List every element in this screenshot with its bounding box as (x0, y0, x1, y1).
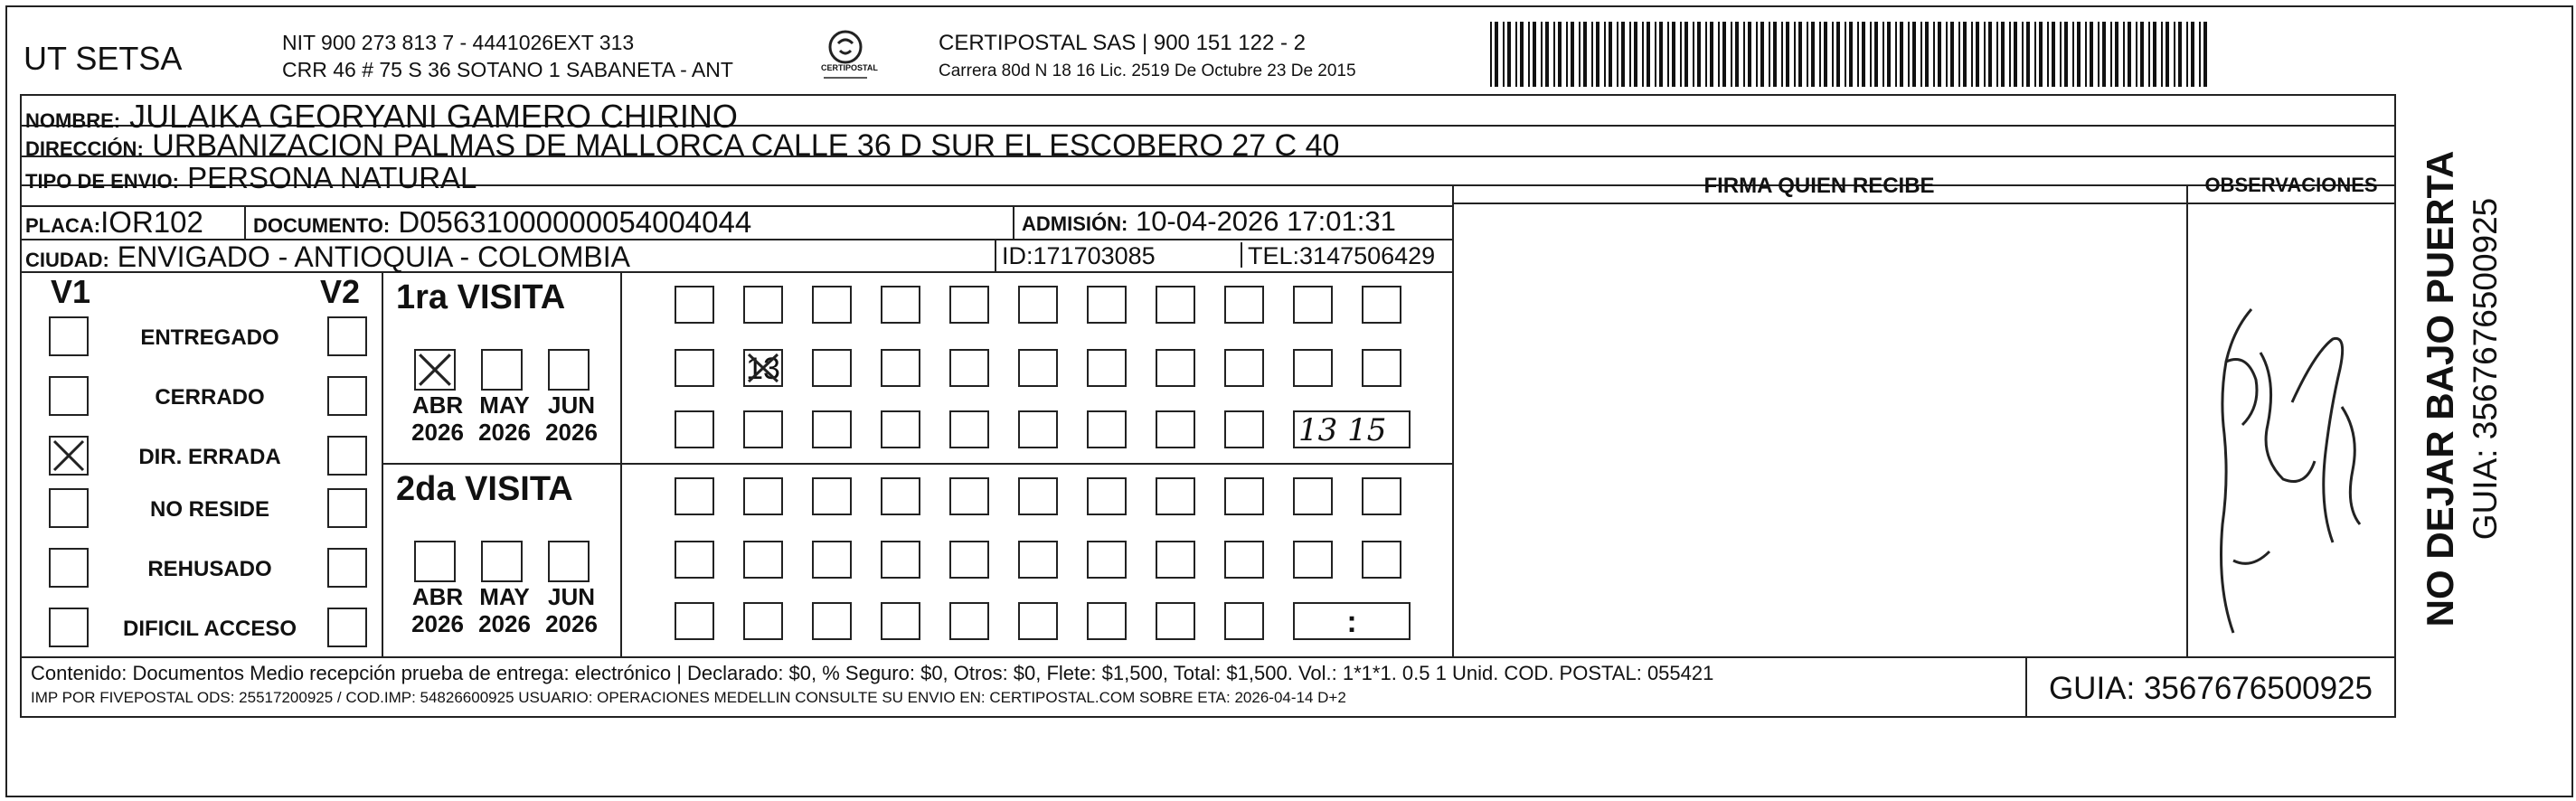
side-guia: GUIA: 3567676500925 (2467, 197, 2504, 541)
day-cell-27[interactable] (949, 410, 989, 448)
barcode-bar (1731, 22, 1732, 87)
ciudad-value: ENVIGADO - ANTIOQUIA - COLOMBIA (117, 240, 630, 273)
status-label: CERRADO (155, 385, 265, 410)
certipostal-line: CERTIPOSTAL SAS | 900 151 122 - 2 (939, 31, 1306, 55)
barcode-bar (1882, 22, 1884, 87)
day-cell-28[interactable] (1018, 602, 1058, 640)
barcode-bar (1900, 22, 1903, 87)
barcode-bar (1710, 22, 1713, 87)
v1-checkbox[interactable] (49, 488, 89, 528)
day-cell-20[interactable] (1224, 349, 1264, 387)
no-dejar-text: NO DEJAR BAJO PUERTA (2419, 150, 2461, 627)
address-line: CRR 46 # 75 S 36 SOTANO 1 SABANETA - ANT (282, 58, 733, 81)
barcode-bar (1604, 22, 1606, 87)
day-cell-20[interactable] (1224, 541, 1264, 579)
barcode-bar (2064, 22, 2068, 87)
day-label: 13 (746, 352, 780, 386)
day-cell-6[interactable] (1018, 477, 1058, 515)
barcode-bar (1503, 22, 1505, 87)
barcode-bar (1887, 22, 1891, 87)
tipo-value: PERSONA NATURAL (187, 161, 477, 194)
v1-checkbox[interactable] (49, 376, 89, 416)
barcode-bar (1672, 22, 1675, 87)
barcode-bar (1571, 22, 1574, 87)
barcode-bar (1490, 22, 1492, 87)
barcode-bar (1769, 22, 1770, 87)
day-cell-28[interactable] (1018, 410, 1058, 448)
barcode-bar (1925, 22, 1929, 87)
day-cell-12[interactable] (675, 541, 714, 579)
visit2-time-field[interactable]: : (1293, 602, 1411, 640)
contenido-text: Contenido: Documentos Medio recepción prueba de entrega: electrónico | Declarado: $0, % Seguro: $0, Otros: $0, Flete: $1,500, Total: $1,500. Vol.: 1*1*1. 0.5 1 Unid. COD. POSTAL: 055421 (31, 662, 1714, 684)
admision-row (1022, 205, 1396, 238)
day-cell-26[interactable] (881, 410, 920, 448)
barcode-bar (1558, 22, 1562, 87)
tipo-row (25, 161, 477, 195)
barcode-bar (2022, 22, 2024, 87)
month-checkbox-jun[interactable] (548, 349, 590, 391)
nit-line: NIT 900 273 813 7 - 4441026EXT 313 (282, 31, 635, 54)
barcode-bar (1545, 22, 1549, 87)
day-cell-24[interactable] (743, 410, 783, 448)
status-label: NO RESIDE (149, 497, 270, 522)
month-checkbox-abr[interactable] (414, 349, 456, 391)
company-name: UT SETSA (24, 40, 183, 77)
nombre-label: NOMBRE: (25, 109, 121, 132)
barcode-bar (1680, 22, 1682, 87)
day-cell-9[interactable] (1224, 477, 1264, 515)
barcode-bar (2039, 22, 2043, 87)
barcode-bar (1520, 22, 1524, 87)
barcode-bar (1870, 22, 1872, 87)
v1-checkbox[interactable] (49, 316, 89, 356)
barcode-bar (1642, 22, 1644, 87)
barcode-bar (1647, 22, 1650, 87)
logo-text: CERTIPOSTAL (821, 63, 878, 72)
barcode-bar (1629, 22, 1631, 87)
month-label: JUN (547, 583, 595, 610)
day-cell-3[interactable] (812, 286, 852, 324)
barcode-bar (1786, 22, 1789, 87)
barcode-bar (2148, 22, 2150, 87)
day-cell-12[interactable] (675, 349, 714, 387)
day-cell-8[interactable] (1156, 286, 1195, 324)
barcode-bar (1798, 22, 1802, 87)
barcode-bar (1996, 22, 1998, 87)
day-cell-18[interactable] (1087, 541, 1127, 579)
id-label: ID: (1002, 242, 1033, 269)
barcode-bar (1933, 22, 1935, 87)
v1-label: V1 (51, 273, 91, 310)
day-cell-17[interactable] (1018, 541, 1058, 579)
barcode-bar (2001, 22, 2005, 87)
barcode-bar (1958, 22, 1960, 87)
day-cell-31[interactable] (1224, 410, 1264, 448)
id-value: 171703085 (1033, 242, 1156, 269)
documento-value: D05631000000054004044 (398, 205, 752, 239)
barcode-bar (1541, 22, 1543, 87)
barcode-bar (1811, 22, 1815, 87)
barcode-bar (1950, 22, 1954, 87)
barcode-bar (1596, 22, 1599, 87)
day-cell-27[interactable] (949, 602, 989, 640)
barcode-bar (1756, 22, 1758, 87)
barcode-bar (1634, 22, 1637, 87)
barcode-bar (1533, 22, 1536, 87)
day-cell-13[interactable] (743, 349, 783, 387)
barcode-bar (1566, 22, 1568, 87)
tipo-label: TIPO DE ENVIO: (25, 170, 179, 193)
barcode-bar (1609, 22, 1612, 87)
day-cell-31[interactable] (1224, 602, 1264, 640)
barcode-bar (1495, 22, 1498, 87)
day-cell-24[interactable] (743, 602, 783, 640)
day-cell-4[interactable] (881, 286, 920, 324)
admision-value: 10-04-2026 17:01:31 (1135, 205, 1396, 237)
barcode-bar (2178, 22, 2182, 87)
barcode-bar (1684, 22, 1688, 87)
barcode-bar (1743, 22, 1745, 87)
barcode-bar (1579, 22, 1581, 87)
barcode-bar (1819, 22, 1821, 87)
barcode-bar (2203, 22, 2207, 87)
placa-value: IOR102 (100, 205, 203, 239)
barcode-bar (1583, 22, 1587, 87)
barcode-bar (1938, 22, 1941, 87)
barcode-bar (1507, 22, 1511, 87)
footer-guia: GUIA: 3567676500925 (2048, 671, 2373, 706)
barcode-bar (1908, 22, 1910, 87)
barcode-bar (1862, 22, 1865, 87)
day-cell-15[interactable] (881, 349, 920, 387)
barcode-bar (1976, 22, 1979, 87)
barcode-bar (2047, 22, 2049, 87)
barcode-bar (2123, 22, 2125, 87)
barcode-bar (1857, 22, 1859, 87)
status-label: ENTREGADO (140, 325, 279, 350)
barcode-bar (2110, 22, 2112, 87)
day-cell-11[interactable] (1362, 286, 1401, 324)
nombre-value: JULAIKA GEORYANI GAMERO CHIRINO (129, 98, 738, 135)
barcode-bar (2115, 22, 2118, 87)
status-label: DIR. ERRADA (138, 445, 281, 469)
barcode-bar (2014, 22, 2017, 87)
barcode-bar (2060, 22, 2062, 87)
barcode-bar (1659, 22, 1663, 87)
barcode-bar (2102, 22, 2106, 87)
barcode-bar (2090, 22, 2093, 87)
day-cell-5[interactable] (949, 286, 989, 324)
barcode-bar (1655, 22, 1656, 87)
day-cell-30[interactable] (1156, 602, 1195, 640)
day-cell-9[interactable] (1224, 286, 1264, 324)
day-cell-23[interactable] (675, 602, 714, 640)
barcode-bar (2026, 22, 2030, 87)
day-cell-2[interactable] (743, 477, 783, 515)
direccion-label: DIRECCIÓN: (25, 137, 144, 160)
placa-row (25, 205, 203, 240)
v1-checkbox[interactable] (49, 548, 89, 588)
day-cell-14[interactable] (812, 541, 852, 579)
barcode-bar (1807, 22, 1808, 87)
v2-checkbox[interactable] (327, 436, 367, 476)
month-label: ABR (411, 391, 464, 419)
status-label: REHUSADO (147, 557, 272, 581)
year-label: 2026 (411, 419, 464, 446)
v2-checkbox[interactable] (327, 548, 367, 588)
barcode-bar (1748, 22, 1751, 87)
barcode-bar (2140, 22, 2144, 87)
barcode-bar (1667, 22, 1669, 87)
month-checkbox-may[interactable] (481, 541, 523, 582)
tel-row (1248, 242, 1435, 270)
month-checkbox-may[interactable] (481, 349, 523, 391)
barcode-bar (1895, 22, 1897, 87)
barcode-bar (1845, 22, 1846, 87)
month-label: ABR (411, 583, 464, 610)
barcode-bar (1946, 22, 1948, 87)
ciudad-row (25, 240, 630, 274)
barcode-bar (1781, 22, 1783, 87)
barcode-bar (2085, 22, 2087, 87)
barcode-bar (1836, 22, 1840, 87)
placa-label: PLACA: (25, 214, 101, 237)
barcode-bar (2034, 22, 2036, 87)
day-cell-3[interactable] (812, 477, 852, 515)
day-cell-25[interactable] (812, 602, 852, 640)
ciudad-label: CIUDAD: (25, 249, 109, 271)
direccion-value: URBANIZACION PALMAS DE MALLORCA CALLE 36 D SUR EL ESCOBERO 27 C 40 (152, 128, 1340, 163)
barcode-bar (1988, 22, 1992, 87)
day-cell-8[interactable] (1156, 477, 1195, 515)
day-cell-1[interactable] (675, 477, 714, 515)
barcode-bar (1963, 22, 1967, 87)
day-cell-13[interactable] (743, 541, 783, 579)
barcode-bar (1760, 22, 1764, 87)
day-cell-23[interactable] (675, 410, 714, 448)
firma-header: FIRMA QUIEN RECIBE (1703, 174, 1935, 198)
day-cell-18[interactable] (1087, 349, 1127, 387)
barcode-bar (2153, 22, 2156, 87)
barcode-bar (2077, 22, 2081, 87)
month-checkbox-jun[interactable] (548, 541, 590, 582)
day-cell-11[interactable] (1362, 477, 1401, 515)
barcode-bar (1693, 22, 1694, 87)
year-label: 2026 (545, 610, 598, 637)
direccion-row (25, 128, 1339, 164)
month-label: MAY (479, 391, 530, 419)
v2-label: V2 (320, 273, 361, 310)
signature (2170, 298, 2387, 660)
v2-checkbox[interactable] (327, 488, 367, 528)
barcode-bar (1832, 22, 1834, 87)
day-cross-mark (745, 351, 781, 385)
barcode-bar (1515, 22, 1517, 87)
day-cell-2[interactable] (743, 286, 783, 324)
barcode-bar (1912, 22, 1916, 87)
barcode-bar (1824, 22, 1827, 87)
v1-checkbox[interactable] (49, 436, 89, 476)
day-cell-10[interactable] (1293, 477, 1333, 515)
v1-checkbox[interactable] (49, 608, 89, 647)
day-cell-10[interactable] (1293, 286, 1333, 324)
year-label: 2026 (545, 419, 598, 446)
day-cell-7[interactable] (1087, 477, 1127, 515)
day-cell-15[interactable] (881, 541, 920, 579)
visit1-title: 1ra VISITA (396, 278, 566, 316)
tel-label: TEL: (1248, 242, 1300, 269)
day-cell-22[interactable] (1362, 349, 1401, 387)
year-label: 2026 (411, 610, 464, 637)
barcode-bar (1874, 22, 1878, 87)
barcode-bar (1722, 22, 1726, 87)
v2-checkbox[interactable] (327, 376, 367, 416)
day-cell-19[interactable] (1156, 349, 1195, 387)
day-cell-19[interactable] (1156, 541, 1195, 579)
day-cell-4[interactable] (881, 477, 920, 515)
day-cell-30[interactable] (1156, 410, 1195, 448)
id-row (1002, 242, 1156, 270)
barcode-bar (2186, 22, 2188, 87)
barcode (1490, 22, 2213, 87)
day-cell-25[interactable] (812, 410, 852, 448)
day-cell-21[interactable] (1293, 541, 1333, 579)
status-label: DIFICIL ACCESO (122, 617, 297, 641)
year-label: 2026 (478, 419, 531, 446)
day-cell-14[interactable] (812, 349, 852, 387)
v2-checkbox[interactable] (327, 608, 367, 647)
day-cell-16[interactable] (949, 349, 989, 387)
barcode-bar (2199, 22, 2201, 87)
month-label: MAY (479, 583, 530, 610)
day-cell-7[interactable] (1087, 286, 1127, 324)
barcode-bar (1718, 22, 1720, 87)
barcode-bar (1621, 22, 1625, 87)
barcode-bar (1971, 22, 1973, 87)
day-cell-6[interactable] (1018, 286, 1058, 324)
barcode-bar (2052, 22, 2055, 87)
barcode-bar (2009, 22, 2011, 87)
imp-text: IMP POR FIVEPOSTAL ODS: 25517200925 / COD.IMP: 54826600925 USUARIO: OPERACIONES MEDELLIN CONSULTE SU ENVIO EN: CERTIPOSTAL.COM SOBRE ETA: 2026-04-14 D+2 (31, 689, 1346, 706)
day-cell-29[interactable] (1087, 602, 1127, 640)
barcode-bar (1773, 22, 1777, 87)
barcode-bar (2166, 22, 2169, 87)
barcode-bar (1849, 22, 1853, 87)
barcode-bar (1528, 22, 1530, 87)
barcode-bar (1735, 22, 1739, 87)
barcode-bar (1591, 22, 1593, 87)
barcode-bar (1705, 22, 1707, 87)
barcode-bar (2128, 22, 2131, 87)
day-cell-29[interactable] (1087, 410, 1127, 448)
day-cell-5[interactable] (949, 477, 989, 515)
documento-row (253, 205, 751, 240)
documento-label: DOCUMENTO: (253, 214, 391, 237)
barcode-bar (1617, 22, 1618, 87)
admision-label: ADMISIÓN: (1022, 212, 1128, 235)
barcode-bar (1553, 22, 1555, 87)
day-cell-26[interactable] (881, 602, 920, 640)
observaciones-header: OBSERVACIONES (2204, 174, 2378, 196)
barcode-bar (2174, 22, 2175, 87)
barcode-bar (1984, 22, 1986, 87)
visit2-title: 2da VISITA (396, 470, 573, 508)
day-cell-16[interactable] (949, 541, 989, 579)
month-label: JUN (547, 391, 595, 419)
barcode-bar (2191, 22, 2194, 87)
barcode-bar (1794, 22, 1796, 87)
day-cell-22[interactable] (1362, 541, 1401, 579)
barcode-bar (2098, 22, 2099, 87)
v2-checkbox[interactable] (327, 316, 367, 356)
certipostal-logo (818, 27, 878, 83)
barcode-bar (2161, 22, 2163, 87)
license-line: Carrera 80d N 18 16 Lic. 2519 De Octubre 23 De 2015 (939, 61, 1356, 80)
day-cell-17[interactable] (1018, 349, 1058, 387)
barcode-bar (1697, 22, 1701, 87)
day-cell-21[interactable] (1293, 349, 1333, 387)
barcode-bar (1920, 22, 1922, 87)
visit1-time-field[interactable]: 13 15 (1293, 410, 1411, 448)
year-label: 2026 (478, 610, 531, 637)
day-cell-1[interactable] (675, 286, 714, 324)
barcode-bar (2072, 22, 2074, 87)
tel-value: 3147506429 (1299, 242, 1436, 269)
barcode-bar (2136, 22, 2137, 87)
month-checkbox-abr[interactable] (414, 541, 456, 582)
